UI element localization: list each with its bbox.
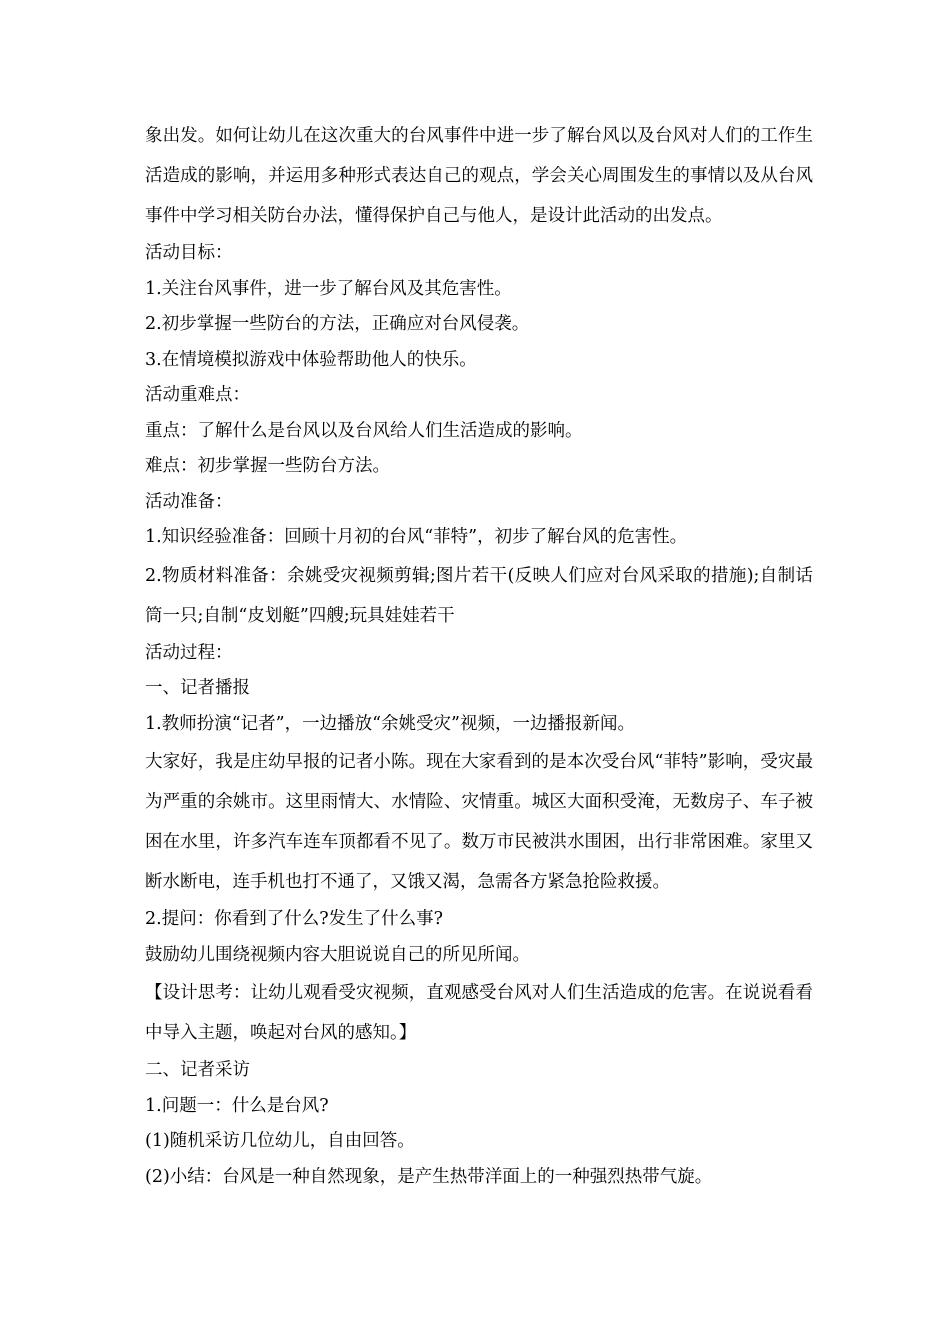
encourage-paragraph: 鼓励幼儿围绕视频内容大胆说说自己的所见所闻。 bbox=[145, 944, 530, 965]
question-1-summary: (2)小结：台风是一种自然现象，是产生热带洋面上的一种强烈热带气旋。 bbox=[145, 1166, 713, 1187]
section-heading-keypoints: 活动重难点： bbox=[145, 385, 250, 405]
goal-item-3: 3.在情境模拟游戏中体验帮助他人的快乐。 bbox=[145, 349, 477, 370]
question-1: 1.问题一：什么是台风? bbox=[145, 1095, 329, 1116]
goal-item-1: 1.关注台风事件，进一步了解台风及其危害性。 bbox=[145, 278, 512, 299]
intro-paragraph: 象出发。如何让幼儿在这次重大的台风事件中进一步了解台风以及台风对人们的工作生活造成的影响，并运用多种形式表达自己的观点，学会关心周围发生的事情以及从台风事件中学习相关防台办法，懂得保护自己与他人，是设计此活动的出发点。 bbox=[145, 126, 813, 226]
process-step-2: 2.提问：你看到了什么?发生了什么事? bbox=[145, 909, 443, 929]
prep-item-2: 2.物质材料准备：余姚受灾视频剪辑;图片若干(反映人们应对台风采取的措施);自制话筒一只;自制“皮划艇”四艘;玩具娃娃若干 bbox=[145, 565, 813, 626]
news-script-paragraph: 大家好，我是庄幼早报的记者小陈。现在大家看到的是本次受台风“菲特”影响，受灾最为严重的余姚市。这里雨情大、水情险、灾情重。城区大面积受淹，无数房子、车子被困在水里，许多汽车连车顶都看不见了。数万市民被洪水围困，出行非常困难。家里又断水断电，连手机也打不通了，又饿又渴，急需各方紧急抢险救援。 bbox=[145, 752, 813, 892]
subsection-heading-interview: 二、记者采访 bbox=[145, 1060, 250, 1080]
section-heading-prep: 活动准备： bbox=[145, 491, 233, 512]
prep-item-1: 1.知识经验准备：回顾十月初的台风“菲特”，初步了解台风的危害性。 bbox=[145, 527, 688, 547]
question-1-step-1: (1)随机采访几位幼儿，自由回答。 bbox=[145, 1131, 415, 1151]
process-step-1: 1.教师扮演“记者”，一边播放“余姚受灾”视频，一边播报新闻。 bbox=[145, 713, 635, 734]
section-heading-process: 活动过程： bbox=[145, 642, 233, 663]
document-body bbox=[145, 116, 813, 1195]
keypoint-focus: 重点：了解什么是台风以及台风给人们生活造成的影响。 bbox=[145, 420, 583, 441]
goal-item-2: 2.初步掌握一些防台的方法，正确应对台风侵袭。 bbox=[145, 314, 530, 334]
design-thinking-note: 【设计思考：让幼儿观看受灾视频，直观感受台风对人们生活造成的危害。在说说看看中导入主题，唤起对台风的感知。】 bbox=[145, 983, 813, 1043]
keypoint-difficulty: 难点：初步掌握一些防台方法。 bbox=[145, 456, 390, 476]
subsection-heading-report: 一、记者播报 bbox=[145, 678, 250, 698]
section-heading-goals: 活动目标： bbox=[145, 243, 233, 263]
